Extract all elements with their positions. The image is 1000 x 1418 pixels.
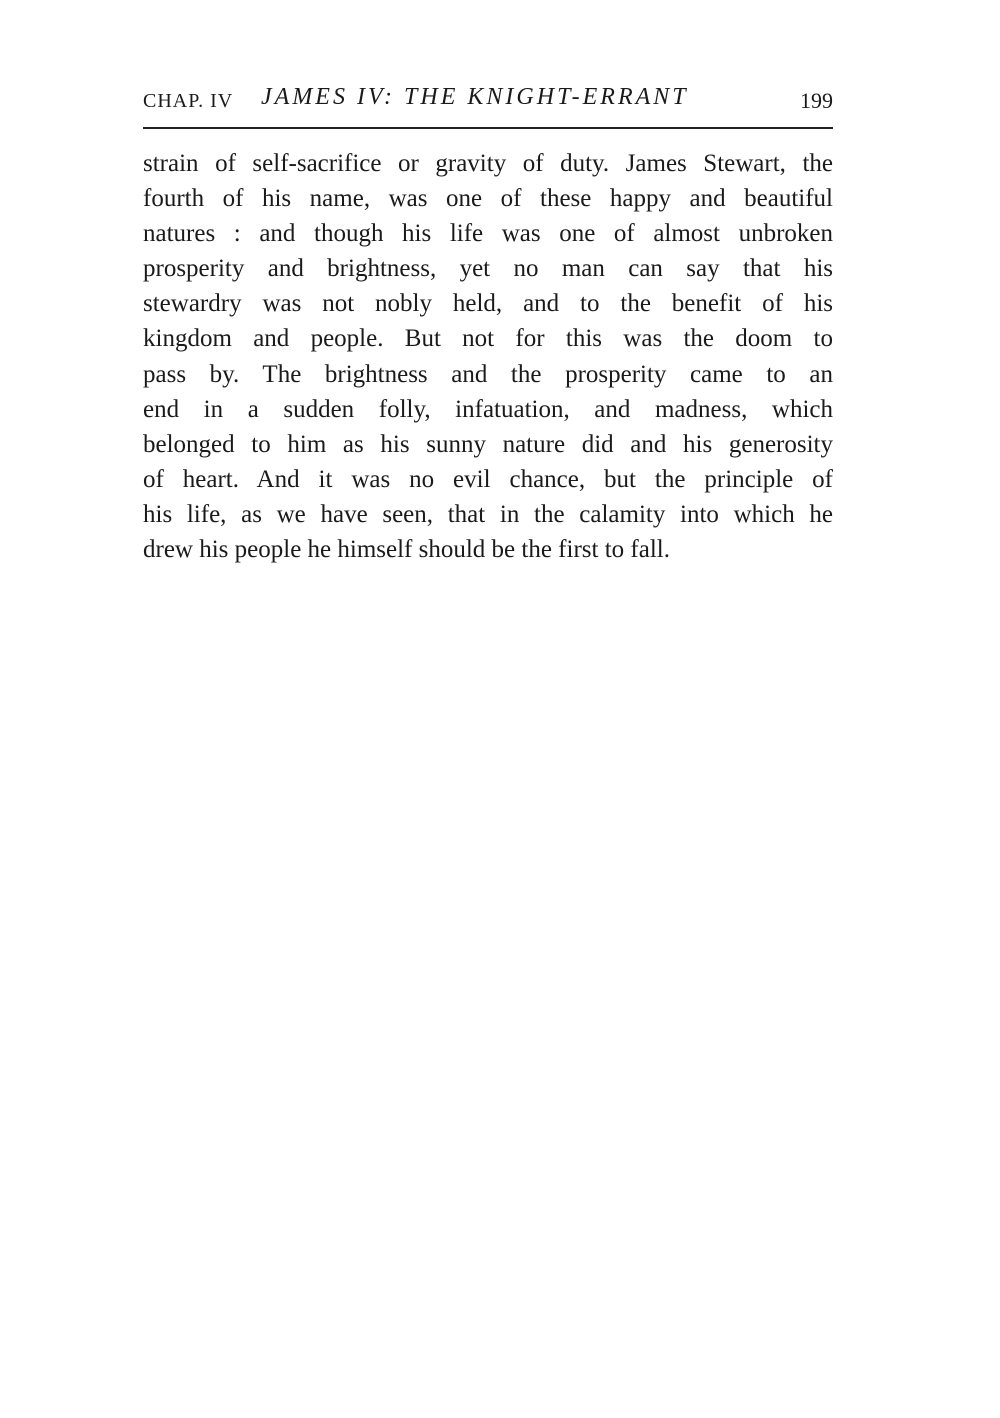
chapter-label: CHAP. IV — [143, 90, 234, 112]
running-head — [143, 84, 833, 124]
body-paragraph — [143, 146, 833, 567]
text-line: of heart. And it was no evil chance, but the principle of — [143, 465, 833, 493]
text-line: stewardry was not nobly held, and to the benefit of his — [143, 290, 833, 318]
page-number: 199 — [800, 88, 833, 113]
text-line: drew his people he himself should be the first to fall. — [143, 536, 670, 564]
text-line: strain of self-sacrifice or gravity of duty. James Stewart, the — [143, 150, 833, 177]
text-line: fourth of his name, was one of these happy and beautiful — [143, 185, 833, 213]
text-line: natures : and though his life was one of almost unbroken — [143, 220, 833, 248]
text-line: belonged to him as his sunny nature did and his generosity — [143, 430, 833, 458]
running-title: JAMES IV: THE KNIGHT-ERRANT — [261, 84, 689, 110]
text-line: end in a sudden folly, infatuation, and madness, which — [143, 395, 833, 423]
text-line: prosperity and brightness, yet no man can say that his — [143, 255, 833, 283]
header-rule — [143, 127, 833, 129]
text-line: his life, as we have seen, that in the calamity into which he — [143, 500, 833, 528]
text-line: pass by. The brightness and the prosperity came to an — [143, 360, 833, 388]
text-line: kingdom and people. But not for this was the doom to — [143, 325, 833, 353]
